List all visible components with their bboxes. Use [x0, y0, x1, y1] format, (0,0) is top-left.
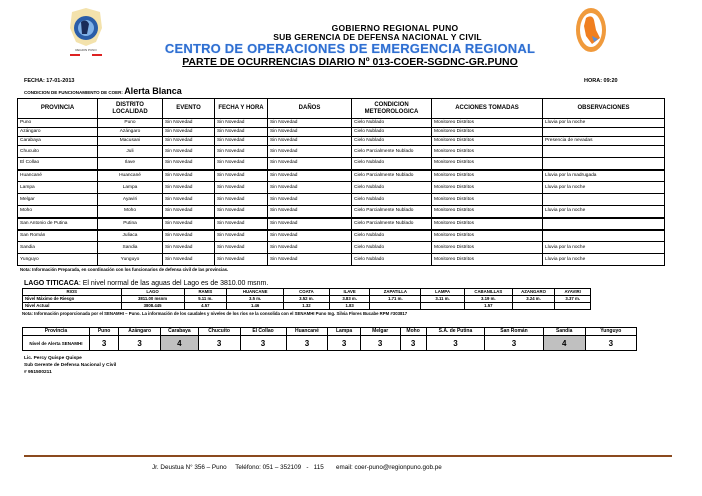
province-header: Provincia: [23, 328, 90, 336]
table-cell: Carabaya: [18, 137, 98, 146]
table-cell: Sin Novedad: [215, 254, 268, 266]
table-cell: Juliaca: [98, 230, 163, 242]
lake-cell: [370, 303, 421, 310]
lake-cell: [555, 303, 591, 310]
alert-level-cell: 3: [286, 336, 328, 351]
table-cell: Ayaviri: [98, 194, 163, 206]
lake-cell: 1.83: [329, 303, 370, 310]
lake-name: LAGO TITICACA: [24, 280, 79, 287]
header-government: GOBIERNO REGIONAL PUNO: [331, 23, 459, 33]
table-row: [18, 182, 665, 194]
lake-section-title: [24, 280, 268, 287]
table-cell: Cielo Nublado: [352, 137, 432, 146]
table-cell: Sin Novedad: [163, 119, 215, 128]
table-cell: Sin Novedad: [268, 137, 352, 146]
table-cell: Sin Novedad: [268, 119, 352, 128]
province-header: Carabaya: [161, 328, 199, 336]
alert-level-row: [23, 336, 637, 351]
lake-cell: AZANGARO: [512, 289, 555, 296]
table-cell: Juli: [98, 146, 163, 158]
table-cell: Sin Novedad: [163, 206, 215, 218]
table-cell: El Collao: [18, 158, 98, 170]
table-cell: Puno: [98, 119, 163, 128]
col-header: DAÑOS: [268, 99, 352, 119]
table-cell: Cielo Nublado: [352, 242, 432, 254]
lake-levels-table: [22, 288, 591, 310]
table-cell: Cielo Nublado: [352, 254, 432, 266]
table-cell: Sin Novedad: [268, 182, 352, 194]
table-cell: Yunguyo: [18, 254, 98, 266]
table-cell: Sin Novedad: [163, 128, 215, 137]
table-cell: Monitoreo Distritos: [432, 254, 543, 266]
table-cell: [543, 158, 665, 170]
province-header: Lampa: [328, 328, 360, 336]
table-cell: Sin Novedad: [163, 194, 215, 206]
table-cell: Sin Novedad: [215, 170, 268, 182]
table-cell: Cielo Nublado: [352, 158, 432, 170]
table-cell: Sin Novedad: [215, 218, 268, 230]
table-note: Nota: Información Preparada, en coordinación con los funcionarios de defensa civil de las provincias.: [20, 267, 229, 272]
table-cell: Sin Novedad: [268, 242, 352, 254]
table-row: [18, 218, 665, 230]
table-row: [18, 158, 665, 170]
document-title: PARTE DE OCURRENCIAS DIARIO Nº 013-COER-SGDNC-GR.PUNO: [182, 56, 518, 68]
table-cell: Azángaro: [18, 128, 98, 137]
alert-level-cell: 4: [161, 336, 199, 351]
alert-level-cell: 3: [240, 336, 286, 351]
lake-cell: 3.11 m.: [421, 296, 465, 303]
table-cell: Ilave: [98, 158, 163, 170]
table-cell: Cielo Parcialmente Nublado: [352, 146, 432, 158]
table-cell: Sin Novedad: [215, 146, 268, 158]
lake-cell: 5.11 m.: [184, 296, 227, 303]
table-cell: San Antonio de Putina: [18, 218, 98, 230]
table-cell: Monitoreo Distritos: [432, 218, 543, 230]
lake-cell: Nivel Actual: [23, 303, 122, 310]
table-cell: Lluvia por la madrugada: [543, 170, 665, 182]
document-header: [150, 24, 550, 68]
table-cell: Sin Novedad: [215, 230, 268, 242]
defensa-civil-logo: [574, 6, 608, 58]
table-cell: Monitoreo Distritos: [432, 242, 543, 254]
table-cell: Monitoreo Distritos: [432, 158, 543, 170]
table-cell: Melgar: [18, 194, 98, 206]
table-cell: Sin Novedad: [215, 242, 268, 254]
lake-cell: 3.52 m.: [284, 296, 330, 303]
lake-note: Nota: Información proporcionada por el SENAMHI – Puno. La información de los caudales y niveles de los ríos se la consolida con el SENAMHI Puno Ing. Silvia Flores Bucabe RPM #303817: [22, 311, 408, 316]
table-cell: Lluvia por la noche: [543, 119, 665, 128]
table-cell: Cielo Nublado: [352, 194, 432, 206]
alert-level-cell: 3: [360, 336, 400, 351]
table-cell: Cielo Nublado: [352, 182, 432, 194]
footer-contact: Jr. Deustua N° 356 – Puno Teléfono: 051 – 352109 - 115 email: coer-puno@regionpuno.gob.pe: [152, 464, 442, 471]
table-cell: Sin Novedad: [268, 206, 352, 218]
table-row: [18, 170, 665, 182]
footer-divider: [24, 455, 672, 457]
table-cell: [543, 194, 665, 206]
lake-cell: 3808.445: [121, 303, 184, 310]
province-header: El Collao: [240, 328, 286, 336]
table-cell: Sin Novedad: [163, 242, 215, 254]
lake-cell: COATA: [284, 289, 330, 296]
table-header-row: [18, 99, 665, 119]
condition-value: Alerta Blanca: [124, 86, 182, 96]
table-cell: Sin Novedad: [268, 146, 352, 158]
alert-levels-table: [22, 327, 637, 351]
table-cell: Monitoreo Distritos: [432, 119, 543, 128]
table-cell: Cielo Nublado: [352, 230, 432, 242]
table-cell: Lampa: [98, 182, 163, 194]
table-row: [18, 128, 665, 137]
table-cell: Monitoreo Distritos: [432, 230, 543, 242]
table-cell: Sin Novedad: [163, 254, 215, 266]
table-cell: Moho: [98, 206, 163, 218]
occurrences-table: [17, 98, 665, 266]
table-cell: Sin Novedad: [268, 128, 352, 137]
table-cell: Moho: [18, 206, 98, 218]
table-cell: Monitoreo Distritos: [432, 194, 543, 206]
table-cell: Sin Novedad: [163, 182, 215, 194]
lake-cell: LAGO: [121, 289, 184, 296]
province-header: S.A. de Putina: [426, 328, 485, 336]
table-cell: Monitoreo Distritos: [432, 182, 543, 194]
lake-cell: 1.32: [284, 303, 330, 310]
lake-cell: 3.37 m.: [555, 296, 591, 303]
table-cell: Sin Novedad: [163, 158, 215, 170]
province-header: Puno: [89, 328, 118, 336]
signature-block: [24, 355, 116, 376]
signer-title: Sub Gerente de Defensa Nacional y Civil: [24, 363, 117, 368]
table-cell: [543, 146, 665, 158]
regional-government-logo: [62, 6, 110, 58]
lake-cell: CABANILLAS: [464, 289, 512, 296]
alert-level-cell: 4: [543, 336, 585, 351]
table-cell: Sin Novedad: [268, 170, 352, 182]
table-cell: [543, 230, 665, 242]
lake-cell: ILAVE: [329, 289, 370, 296]
table-cell: Monitoreo Distritos: [432, 206, 543, 218]
table-cell: Sin Novedad: [163, 146, 215, 158]
table-cell: Sin Novedad: [268, 254, 352, 266]
col-header: EVENTO: [163, 99, 215, 119]
alert-row-label: Nivel de Alerta SENAMHI: [23, 336, 90, 351]
lake-cell: Nivel Máximo de Riesgo: [23, 296, 122, 303]
table-cell: Putina: [98, 218, 163, 230]
lake-cell: 3.19 m.: [464, 296, 512, 303]
alert-level-cell: 3: [485, 336, 544, 351]
table-cell: Monitoreo Distritos: [432, 146, 543, 158]
lake-cell: 3.5 m.: [227, 296, 284, 303]
alert-level-cell: 3: [426, 336, 485, 351]
lake-cell: 3.83 m.: [329, 296, 370, 303]
table-cell: [543, 218, 665, 230]
table-cell: Sin Novedad: [268, 158, 352, 170]
lake-description: : El nivel normal de las aguas del Lago es de 3810.00 msnm.: [78, 280, 269, 287]
table-cell: Lluvia por la noche: [543, 206, 665, 218]
col-header: DISTRITO LOCALIDAD: [98, 99, 163, 119]
report-date: FECHA: 17-01-2013: [24, 78, 75, 84]
province-header: San Román: [485, 328, 544, 336]
lake-cell: HUANCANE: [227, 289, 284, 296]
table-cell: [543, 128, 665, 137]
table-cell: Lluvia por la noche: [543, 254, 665, 266]
lake-header-row: [23, 289, 591, 296]
lake-cell: [421, 303, 465, 310]
table-cell: Sin Novedad: [215, 119, 268, 128]
lake-cell: 1.57: [464, 303, 512, 310]
table-cell: Lluvia por la noche: [543, 242, 665, 254]
table-cell: Cielo Nublado: [352, 128, 432, 137]
alert-level-cell: 3: [585, 336, 636, 351]
col-header: FECHA Y HORA: [215, 99, 268, 119]
svg-text:REGION PUNO: REGION PUNO: [75, 48, 97, 52]
lake-cell: LAMPA: [421, 289, 465, 296]
table-row: [18, 206, 665, 218]
table-cell: Sin Novedad: [163, 218, 215, 230]
alert-level-cell: 3: [198, 336, 240, 351]
table-cell: Sin Novedad: [215, 194, 268, 206]
table-row: [18, 194, 665, 206]
lake-cell: AYAVIRI: [555, 289, 591, 296]
province-header: Moho: [400, 328, 426, 336]
table-cell: Sin Novedad: [215, 158, 268, 170]
col-header: OBSERVACIONES: [543, 99, 665, 119]
province-header: Melgar: [360, 328, 400, 336]
province-header: Sandia: [543, 328, 585, 336]
table-row: [18, 230, 665, 242]
lake-cell: RIOS: [23, 289, 122, 296]
table-cell: Monitoreo Distritos: [432, 170, 543, 182]
lake-cell: 3811.00 msnm: [121, 296, 184, 303]
header-subgerencia: SUB GERENCIA DE DEFENSA NACIONAL Y CIVIL: [273, 32, 482, 42]
table-cell: Azángaro: [98, 128, 163, 137]
table-cell: Sin Novedad: [268, 230, 352, 242]
table-row: [18, 254, 665, 266]
lake-cell: [512, 303, 555, 310]
table-cell: Cielo Parcialmente Nublado: [352, 206, 432, 218]
table-cell: Sandia: [98, 242, 163, 254]
table-cell: Chucuito: [18, 146, 98, 158]
alert-header-row: [23, 328, 637, 336]
table-cell: Cielo Parcialmente Nublado: [352, 170, 432, 182]
lake-cell: 4.57: [184, 303, 227, 310]
table-cell: Lluvia por la noche: [543, 182, 665, 194]
table-cell: Sin Novedad: [268, 218, 352, 230]
table-row: [18, 137, 665, 146]
header-center: CENTRO DE OPERACIONES DE EMERGENCIA REGIONAL: [164, 41, 536, 56]
province-header: Azángaro: [119, 328, 161, 336]
table-cell: Lampa: [18, 182, 98, 194]
province-header: Yunguyo: [585, 328, 636, 336]
alert-level-cell: 3: [119, 336, 161, 351]
table-cell: Sin Novedad: [163, 230, 215, 242]
table-row: [18, 242, 665, 254]
table-cell: Cielo Nublado: [352, 119, 432, 128]
report-time: HORA: 09:20: [584, 78, 618, 84]
lake-cell: 3.24 m.: [512, 296, 555, 303]
table-row: [18, 146, 665, 158]
lake-cell: 1.46: [227, 303, 284, 310]
signer-name: Lic. Percy Quispe Quispe: [24, 356, 82, 361]
table-cell: Sin Novedad: [215, 137, 268, 146]
col-header: CONDICION METEOROLOGICA: [352, 99, 432, 119]
table-cell: Monitoreo Distritos: [432, 128, 543, 137]
coer-condition: [24, 86, 182, 96]
table-cell: Cielo Parcialmente Nublado: [352, 218, 432, 230]
col-header: PROVINCIA: [18, 99, 98, 119]
table-cell: Sin Novedad: [215, 182, 268, 194]
lake-cell: ZAPATILLA: [370, 289, 421, 296]
signer-phone: # 951500211: [24, 370, 52, 375]
col-header: ACCIONES TOMADAS: [432, 99, 543, 119]
table-row: [18, 119, 665, 128]
table-cell: Sin Novedad: [215, 206, 268, 218]
table-cell: Monitoreo Distritos: [432, 137, 543, 146]
table-cell: Sin Novedad: [163, 170, 215, 182]
table-cell: Huancané: [18, 170, 98, 182]
province-header: Huancané: [286, 328, 328, 336]
lake-cell: 1.71 m.: [370, 296, 421, 303]
table-cell: Macusani: [98, 137, 163, 146]
province-header: Chucuito: [198, 328, 240, 336]
condition-label: CONDICION DE FUNCIONAMIENTO DE COER:: [24, 90, 123, 95]
table-cell: Sandia: [18, 242, 98, 254]
table-cell: Sin Novedad: [268, 194, 352, 206]
table-cell: Sin Novedad: [215, 128, 268, 137]
table-cell: Yunguyo: [98, 254, 163, 266]
alert-level-cell: 3: [89, 336, 118, 351]
lake-cell: RAMIS: [184, 289, 227, 296]
table-cell: San Román: [18, 230, 98, 242]
lake-row: [23, 303, 591, 310]
table-cell: Puno: [18, 119, 98, 128]
lake-row: [23, 296, 591, 303]
table-cell: Presencia de nevadas: [543, 137, 665, 146]
table-cell: Sin Novedad: [163, 137, 215, 146]
alert-level-cell: 3: [400, 336, 426, 351]
alert-level-cell: 3: [328, 336, 360, 351]
table-cell: Huancané: [98, 170, 163, 182]
